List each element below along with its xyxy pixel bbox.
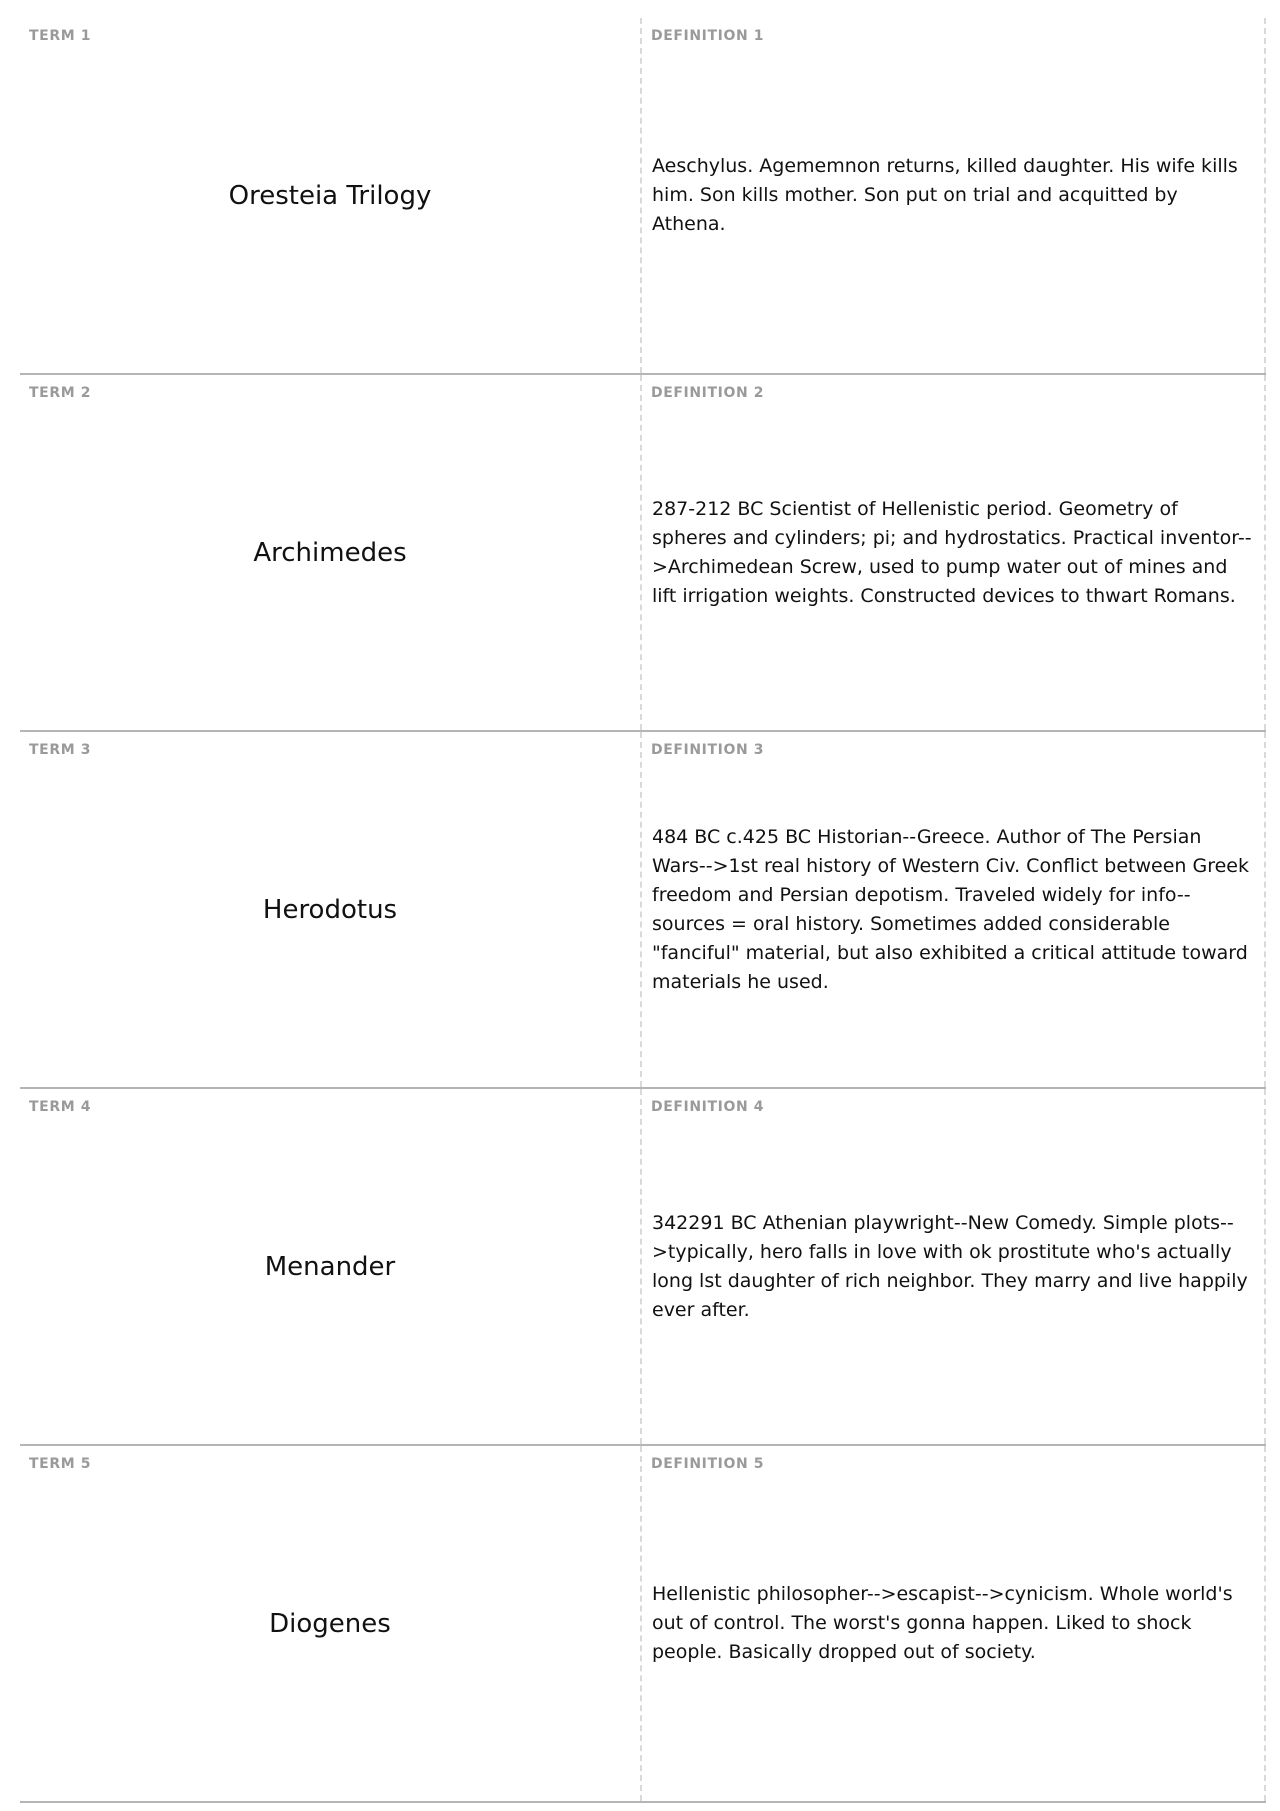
term-label: TERM 3 [29, 742, 92, 758]
term-cell [20, 732, 642, 1087]
definition-label: DEFINITION 1 [651, 28, 765, 44]
flashcard-row [20, 375, 1266, 732]
term-label: TERM 5 [29, 1456, 92, 1472]
term-text: Menander [264, 1251, 396, 1282]
term-cell [20, 18, 642, 373]
term-label: TERM 2 [29, 385, 92, 401]
definition-text: 342291 BC Athenian playwright--New Comedy. Simple plots-->typically, hero falls in love with ok prostitute who's actually long lst daughter of rich neighbor. They marry and live happily ever after. [652, 1211, 1248, 1321]
term-text: Diogenes [269, 1608, 391, 1639]
definition-label: DEFINITION 2 [651, 385, 765, 401]
definition-cell [642, 732, 1266, 1087]
definition-text: Hellenistic philosopher-->escapist-->cynicism. Whole world's out of control. The worst's gonna happen. Liked to shock people. Basically dropped out of society. [652, 1583, 1233, 1663]
definition-cell [642, 18, 1266, 373]
definition-text: 484 BC c.425 BC Historian--Greece. Author of The Persian Wars-->1st real history of Western Civ. Conflict between Greek freedom and Persian depotism. Traveled widely for info--sources = oral history. Sometimes added considerable "fanciful" material, but also exhibited a critical attitude toward materials he used. [652, 825, 1249, 993]
flashcard-row [20, 1446, 1266, 1803]
definition-label: DEFINITION 3 [651, 742, 765, 758]
definition-text: 287-212 BC Scientist of Hellenistic period. Geometry of spheres and cylinders; pi; and hydrostatics. Practical inventor-->Archimedean Screw, used to pump water out of mines and lift irrigation weights. Constructed devices to thwart Romans. [652, 497, 1252, 607]
term-cell [20, 1089, 642, 1444]
flashcard-sheet [20, 18, 1266, 1803]
definition-cell [642, 1089, 1266, 1444]
definition-text: Aeschylus. Agememnon returns, killed daughter. His wife kills him. Son kills mother. Son put on trial and acquitted by Athena. [652, 155, 1238, 235]
flashcard-row [20, 1089, 1266, 1446]
term-text: Herodotus [262, 894, 398, 925]
term-cell [20, 1446, 642, 1801]
term-cell [20, 375, 642, 730]
definition-label: DEFINITION 5 [651, 1456, 765, 1472]
definition-cell [642, 1446, 1266, 1801]
term-label: TERM 4 [29, 1099, 92, 1115]
definition-label: DEFINITION 4 [651, 1099, 765, 1115]
term-label: TERM 1 [29, 28, 92, 44]
flashcard-row [20, 18, 1266, 375]
flashcard-row [20, 732, 1266, 1089]
term-text: Oresteia Trilogy [228, 180, 432, 211]
term-text: Archimedes [253, 537, 407, 568]
definition-cell [642, 375, 1266, 730]
